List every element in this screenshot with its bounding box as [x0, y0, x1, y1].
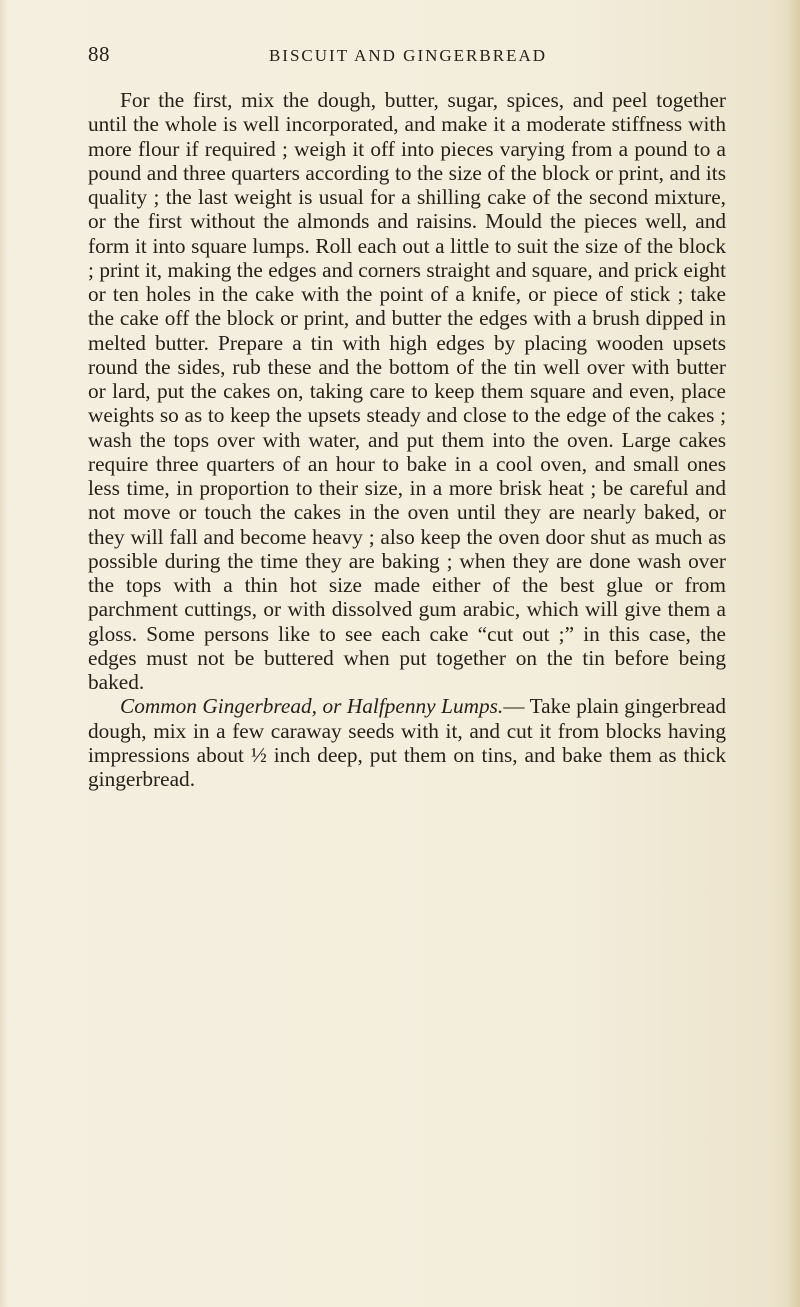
running-head: BISCUIT AND GINGERBREAD — [268, 46, 548, 65]
page-number: 88 — [88, 42, 110, 66]
body-text — [88, 88, 726, 791]
paragraph-recipe — [88, 694, 726, 791]
recipe-title: Common Gingerbread, or Halfpenny Lumps. — [120, 694, 504, 719]
paragraph-text: For the first, mix the dough, butter, sugar, spices, and peel together until the whole is well incorporated, and make it a moderate stiffness with more flour if required ; weigh it off into pieces varying from a pound to a pound and three quarters according to the size of the block or print, and its quality ; the last weight is usual for a shilling cake of the second mixture, or the first without the almonds and raisins. Mould the pieces well, and form it into square lumps. Roll each out a little to suit the size of the block ; print it, making the edges and corners straight and square, and prick eight or ten holes in the cake with the point of a knife, or piece of stick ; take the cake off the block or print, and butter the edges with a brush dipped in melted butter. Prepare a tin with high edges by placing wooden upsets round the sides, rub these and the bottom of the tin well over with butter or lard, put the cakes on, taking care to keep them square and even, place weights so as to keep the upsets steady and close to the edge of the cakes ; wash the tops over with water, and put them into the oven. Large cakes require three quarters of an hour to bake in a cool oven, and small ones less time, in proportion to their size, in a more brisk heat ; be careful and not move or touch the cakes in the oven until they are nearly baked, or they will fall and become heavy ; also keep the oven door shut as much as possible during the time they are baking ; when they are done wash over the tops with a thin hot size made either of the best glue or from parchment cuttings, or with dissolved gum arabic, which will give them a gloss. Some persons like to see each cake “cut out ;” in this case, the edges must not be buttered when put together on the tin before being baked. — [88, 88, 726, 694]
page-header — [88, 42, 728, 72]
paragraph-method — [88, 88, 726, 694]
page-gutter-shadow — [0, 0, 8, 1307]
page-edge — [786, 0, 800, 1307]
recipe-text: — Take plain gingerbread dough, mix in a few caraway seeds with it, and cut it from blocks having impressions about ½ inch deep, put them on tins, and bake them as thick gingerbread. — [88, 694, 726, 791]
